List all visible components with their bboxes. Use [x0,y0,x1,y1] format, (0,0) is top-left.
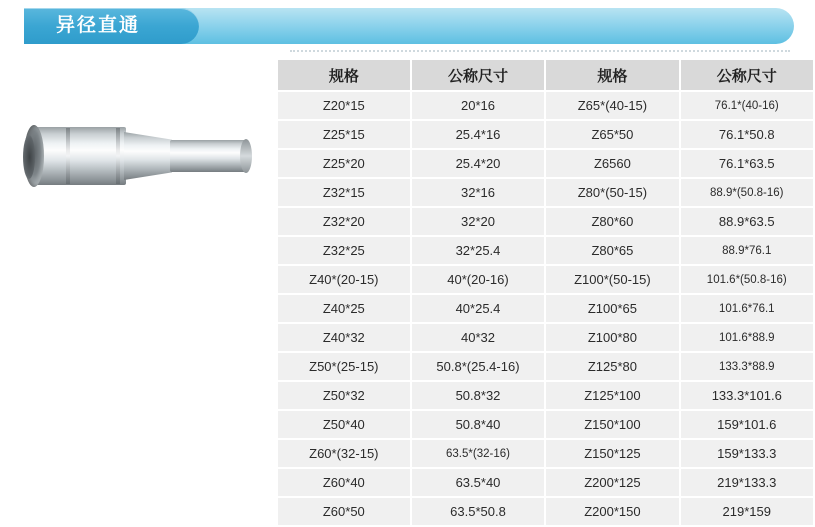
table-cell: Z32*25 [278,237,410,264]
table-cell: 50.8*40 [412,411,545,438]
table-row [278,121,813,148]
table-cell: 25.4*20 [412,150,545,177]
table-cell: 40*25.4 [412,295,545,322]
table-cell: Z100*80 [546,324,678,351]
pipe-groove-2 [116,128,120,184]
table-cell: 63.5*40 [412,469,545,496]
pipe-taper [124,132,172,180]
table-cell: Z32*15 [278,179,410,206]
pipe-opening [24,125,44,187]
table-cell: Z80*(50-15) [546,179,678,206]
table-row [278,179,813,206]
table-row [278,440,813,467]
table-cell: Z150*100 [546,411,678,438]
table-cell: 32*25.4 [412,237,545,264]
pipe-groove-1 [66,128,70,184]
table-cell: 25.4*16 [412,121,545,148]
table-row [278,92,813,119]
table-cell: 101.6*76.1 [681,295,813,322]
table-cell: 32*16 [412,179,545,206]
table-row [278,150,813,177]
table-cell: 20*16 [412,92,545,119]
table-row [278,266,813,293]
column-header-nominal-2: 公称尺寸 [681,60,813,90]
table-cell: Z125*100 [546,382,678,409]
table-cell: 133.3*88.9 [681,353,813,380]
table-cell: 76.1*50.8 [681,121,813,148]
pipe-large-end [30,127,126,185]
table-row [278,411,813,438]
table-cell: Z65*50 [546,121,678,148]
table-cell: 50.8*(25.4-16) [412,353,545,380]
table-cell: Z6560 [546,150,678,177]
table-cell: Z60*50 [278,498,410,525]
product-image [22,105,257,205]
table-row [278,208,813,235]
table-cell: Z40*(20-15) [278,266,410,293]
table-cell: Z60*(32-15) [278,440,410,467]
table-body [278,92,813,525]
table-cell: 159*101.6 [681,411,813,438]
table-cell: Z150*125 [546,440,678,467]
table-cell: 40*(20-16) [412,266,545,293]
table-cell: 88.9*(50.8-16) [681,179,813,206]
table-row [278,469,813,496]
table-row [278,382,813,409]
table-cell: Z80*65 [546,237,678,264]
table-cell: Z40*25 [278,295,410,322]
table-cell: Z100*65 [546,295,678,322]
table-cell: 40*32 [412,324,545,351]
column-header-spec-2: 规格 [546,60,678,90]
table-cell: Z50*(25-15) [278,353,410,380]
table-cell: Z25*15 [278,121,410,148]
table-cell: 133.3*101.6 [681,382,813,409]
table-cell: 101.6*(50.8-16) [681,266,813,293]
table-row [278,237,813,264]
table-cell: Z65*(40-15) [546,92,678,119]
table-cell: 88.9*63.5 [681,208,813,235]
table-row [278,295,813,322]
table-cell: 88.9*76.1 [681,237,813,264]
table-cell: Z100*(50-15) [546,266,678,293]
table-cell: Z125*80 [546,353,678,380]
column-header-spec-1: 规格 [278,60,410,90]
table-cell: 101.6*88.9 [681,324,813,351]
table-row [278,353,813,380]
table-cell: Z200*125 [546,469,678,496]
table-cell: Z60*40 [278,469,410,496]
specification-table [276,58,815,527]
header-dotted-divider [290,48,790,52]
pipe-small-end [170,140,246,172]
pipe-right-rim [240,139,252,173]
page-header [0,8,815,50]
table-cell: 219*133.3 [681,469,813,496]
table-cell: Z80*60 [546,208,678,235]
table-row [278,324,813,351]
table-row [278,498,813,525]
table-cell: Z200*150 [546,498,678,525]
table-cell: Z50*40 [278,411,410,438]
table-cell: 32*20 [412,208,545,235]
table-cell: 76.1*(40-16) [681,92,813,119]
table-header-row [278,60,813,90]
table-cell: 159*133.3 [681,440,813,467]
table-cell: 76.1*63.5 [681,150,813,177]
table-cell: Z40*32 [278,324,410,351]
pipe-bore [23,135,35,179]
table-cell: 63.5*(32-16) [412,440,545,467]
table-cell: Z20*15 [278,92,410,119]
table-cell: Z50*32 [278,382,410,409]
table-cell: 63.5*50.8 [412,498,545,525]
table-cell: 219*159 [681,498,813,525]
table-cell: Z25*20 [278,150,410,177]
table-cell: Z32*20 [278,208,410,235]
page-title: 异径直通 [56,15,141,36]
column-header-nominal-1: 公称尺寸 [412,60,545,90]
table-cell: 50.8*32 [412,382,545,409]
reducing-coupling-icon [30,119,250,191]
